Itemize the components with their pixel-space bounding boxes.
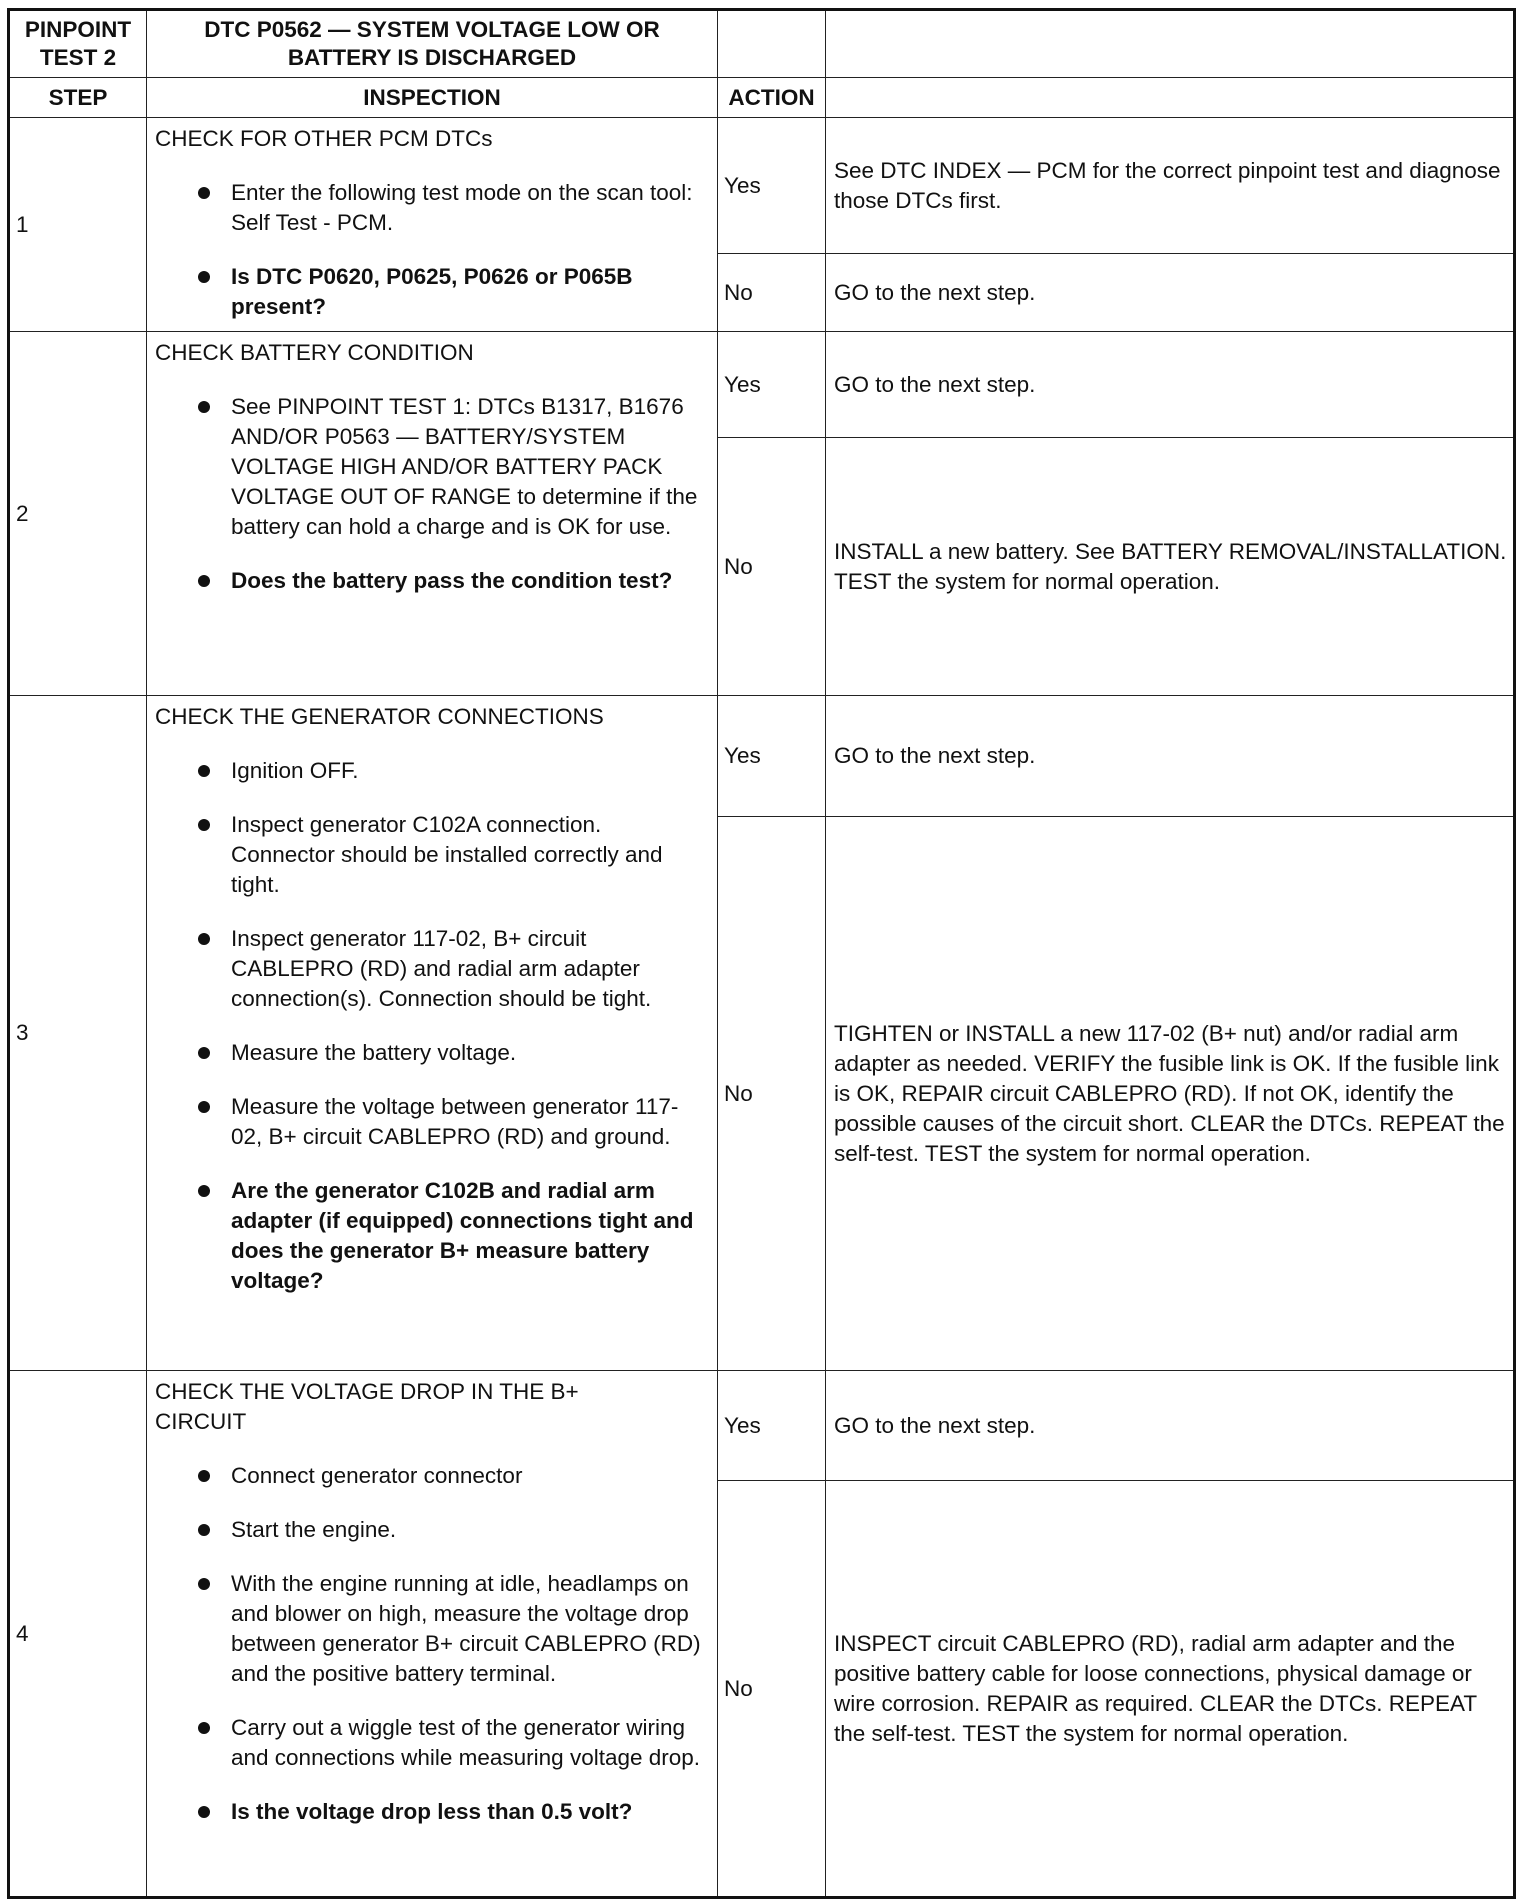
title-row <box>9 10 1515 78</box>
pinpoint-test-document <box>7 8 1513 1896</box>
no-action: GO to the next step. <box>826 254 1515 332</box>
question-item: Is DTC P0620, P0625, P0626 or P065B present? <box>155 262 709 322</box>
bullet-icon <box>198 1101 210 1113</box>
question-item: Does the battery pass the condition test? <box>155 566 709 596</box>
instruction-item: With the engine running at idle, headlamps on and blower on high, measure the voltage drop between generator B+ circuit CABLEPRO (RD) and the positive battery terminal. <box>155 1569 709 1689</box>
instruction-item: Start the engine. <box>155 1515 709 1545</box>
step-number: 4 <box>9 1371 147 1898</box>
instruction-item: See PINPOINT TEST 1: DTCs B1317, B1676 AND/OR P0563 — BATTERY/SYSTEM VOLTAGE HIGH AND/OR BATTERY PACK VOLTAGE OUT OF RANGE to determine if the battery can hold a charge and is OK for use. <box>155 392 709 542</box>
bullet-icon <box>198 1806 210 1818</box>
question-item: Are the generator C102B and radial arm adapter (if equipped) connections tight and does the generator B+ measure battery voltage? <box>155 1176 709 1296</box>
instruction-item: Ignition OFF. <box>155 756 709 786</box>
step-title: CHECK FOR OTHER PCM DTCs <box>155 126 493 151</box>
instruction-item: Enter the following test mode on the scan tool: Self Test - PCM. <box>155 178 709 238</box>
instruction-item: Inspect generator C102A connection. Connector should be installed correctly and tight. <box>155 810 709 900</box>
bullet-icon <box>198 1524 210 1536</box>
pinpoint-test-table <box>7 8 1516 1899</box>
no-action: TIGHTEN or INSTALL a new 117-02 (B+ nut) and/or radial arm adapter as needed. VERIFY the fusible link is OK. If the fusible link is OK, REPAIR circuit CABLEPRO (RD). If not OK, identify the possible causes of the circuit short. CLEAR the DTCs. REPEAT the self-test. TEST the system for normal operation. <box>826 817 1515 1371</box>
instruction-item: Measure the battery voltage. <box>155 1038 709 1068</box>
empty-header-cell <box>826 10 1515 78</box>
bullet-icon <box>198 819 210 831</box>
no-action: INSTALL a new battery. See BATTERY REMOVAL/INSTALLATION. TEST the system for normal operation. <box>826 438 1515 696</box>
bullet-icon <box>198 765 210 777</box>
step-row-3 <box>9 696 1515 817</box>
bullet-icon <box>198 401 210 413</box>
inspection-column-header: INSPECTION <box>147 78 718 118</box>
inspection-cell <box>147 118 718 332</box>
yes-label: Yes <box>718 696 826 817</box>
yes-action: GO to the next step. <box>826 332 1515 438</box>
yes-action: GO to the next step. <box>826 1371 1515 1481</box>
instruction-item: Connect generator connector <box>155 1461 709 1491</box>
instruction-item: Carry out a wiggle test of the generator wiring and connections while measuring voltage drop. <box>155 1713 709 1773</box>
bullet-icon <box>198 1578 210 1590</box>
no-action: INSPECT circuit CABLEPRO (RD), radial arm adapter and the positive battery cable for loose connections, physical damage or wire corrosion. REPAIR as required. CLEAR the DTCs. REPEAT the self-test. TEST the system for normal operation. <box>826 1481 1515 1898</box>
action-column-header: ACTION <box>718 78 826 118</box>
step-row-1 <box>9 118 1515 254</box>
bullet-icon <box>198 1047 210 1059</box>
bullet-icon <box>198 271 210 283</box>
no-label: No <box>718 817 826 1371</box>
step-number: 2 <box>9 332 147 696</box>
empty-header-cell <box>826 78 1515 118</box>
step-title: CHECK BATTERY CONDITION <box>155 340 474 365</box>
bullet-icon <box>198 1722 210 1734</box>
step-title: CHECK THE VOLTAGE DROP IN THE B+ CIRCUIT <box>155 1379 579 1434</box>
question-item: Is the voltage drop less than 0.5 volt? <box>155 1797 709 1827</box>
bullet-icon <box>198 933 210 945</box>
yes-action: See DTC INDEX — PCM for the correct pinpoint test and diagnose those DTCs first. <box>826 118 1515 254</box>
instruction-item: Measure the voltage between generator 117-02, B+ circuit CABLEPRO (RD) and ground. <box>155 1092 709 1152</box>
inspection-cell <box>147 1371 718 1898</box>
no-label: No <box>718 254 826 332</box>
no-label: No <box>718 438 826 696</box>
dtc-title: DTC P0562 — SYSTEM VOLTAGE LOW OR BATTERY IS DISCHARGED <box>147 10 718 78</box>
bullet-icon <box>198 1185 210 1197</box>
no-label: No <box>718 1481 826 1898</box>
column-header-row <box>9 78 1515 118</box>
step-column-header: STEP <box>9 78 147 118</box>
pinpoint-test-label: PINPOINT TEST 2 <box>9 10 147 78</box>
yes-label: Yes <box>718 118 826 254</box>
step-row-4 <box>9 1371 1515 1481</box>
empty-header-cell <box>718 10 826 78</box>
bullet-icon <box>198 575 210 587</box>
bullet-icon <box>198 187 210 199</box>
bullet-icon <box>198 1470 210 1482</box>
step-row-2 <box>9 332 1515 438</box>
inspection-cell <box>147 332 718 696</box>
instruction-item: Inspect generator 117-02, B+ circuit CABLEPRO (RD) and radial arm adapter connection(s). Connection should be tight. <box>155 924 709 1014</box>
yes-label: Yes <box>718 332 826 438</box>
step-number: 3 <box>9 696 147 1371</box>
yes-label: Yes <box>718 1371 826 1481</box>
step-number: 1 <box>9 118 147 332</box>
step-title: CHECK THE GENERATOR CONNECTIONS <box>155 704 604 729</box>
inspection-cell <box>147 696 718 1371</box>
yes-action: GO to the next step. <box>826 696 1515 817</box>
